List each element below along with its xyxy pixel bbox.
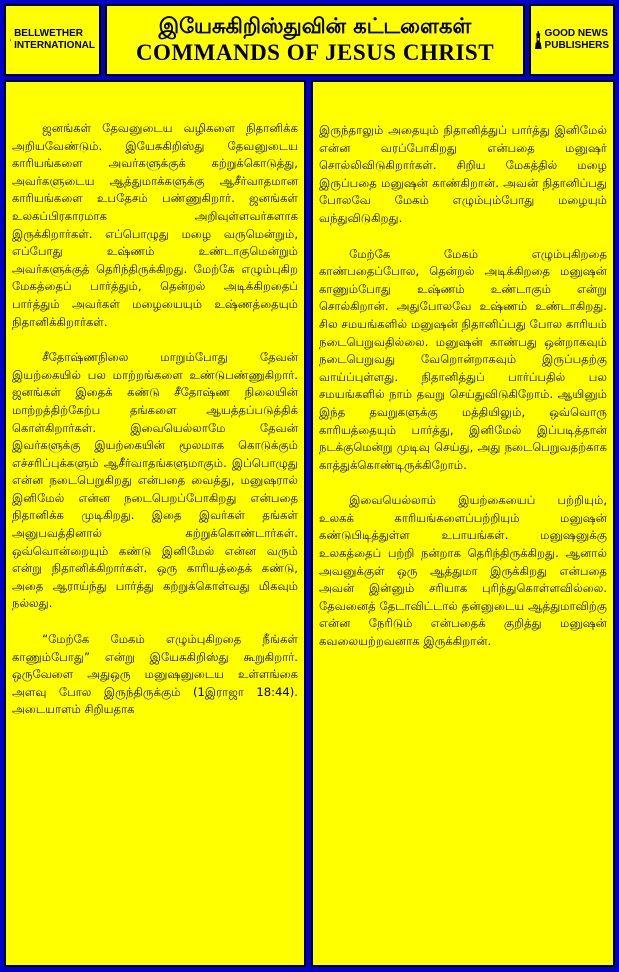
left-paragraph-1: ஜனங்கள் தேவனுடைய வழிகளை நிதானிக்க அறியவேண்டும். இயேசுகிறிஸ்து தேவனுடைய காரியங்களை அவர்களுக்குக் கற்றுக்கொடுத்து, அவர்களுடைய ஆத்துமாக்களுக்கு ஆசீர்வாதமான காரியங்களை உபதேசம் பண்ணுகிறார். ஜனங்கள் உலகப்பிரகாரமாக அறிவுள்ளவர்களாக இருக்கிறார்கள். எப்பொழுது மழை வருமென்றும், எப்போது உஷ்ணம் உண்டாகுமென்றும் அவர்களுக்குத் தெரிந்திருக்கிறது. மேற்கே எழும்புகிற மேகத்தைப் பார்த்தும், தென்றல் அடிக்கிறதைப் பார்த்தும் அவர்கள் மழையையும் உஷ்ணத்தையும் நிதானிக்கிறார்கள். bbox=[12, 121, 298, 329]
bellwether-logo-text bbox=[14, 28, 95, 52]
header bbox=[4, 4, 615, 76]
right-paragraph-2: மேற்கே மேகம் எழும்புகிறதை காண்பதைப்போல, தென்றல் அடிக்கிறதை மனுஷன் காணும்போது உஷ்ணம் உண்டாகும் என்று சொல்கிறான். அதுபோலவே உஷ்ணம் உண்டாகிறது. சில சமயங்களில் மனுஷன் நிதானிப்பது போல காரியம் நடைபெறுவதில்லை. மனுஷன் காண்பது ஒன்றாகவும் நடைபெறுவது வேறொன்றாகவும் இருப்பதற்கு வாய்ப்புள்ளது. நிதானித்துப் பார்ப்பதில் பல சமயங்களில் நாம் தவறு செய்துவிடுகிறோம். ஆயினும் இந்த தவறுகளுக்கு மத்தியிலும், ஒவ்வொரு காரியத்தையும் பார்த்து, இனிமேல் இப்படித்தான் நடக்குமென்று முடிவு செய்து, அது நடைபெறுவதற்காக காத்துக்கொண்டிருக்கிறோம். bbox=[319, 246, 607, 472]
title-box bbox=[105, 4, 525, 76]
bell-tower-icon bbox=[10, 18, 11, 62]
page-title-tamil: இயேசுகிறிஸ்துவின் கட்டளைகள் bbox=[158, 14, 472, 38]
left-paragraph-2: சீதோஷ்ணநிலை மாறும்போது தேவன் இயற்கையில் பல மாற்றங்களை உண்டுபண்ணுகிறார். ஜனங்கள் இதைக் கண்டு சீதோஷ்ண நிலையின் மாற்றத்திற்கேற்ப தங்களை ஆயத்தப்படுத்திக் கொள்கிறார்கள். இவையெல்லாமே தேவன் இவர்களுக்கு இயற்கையின் மூலமாக கொடுக்கும் எச்சரிப்புக்களும் ஆசீர்வாதங்களுமாகும். இப்பொழுது என்ன நடைபெறுகிறது என்பதை வைத்து, மனுஷரால் இனிமேல் என்ன நடைபெறப்போகிறது என்பதை நிதானிக்க முடிகிறது. இதை இவர்கள் தங்கள் அனுபவத்தினால் கற்றுக்கொண்டார்கள். ஒவ்வொன்றையும் கண்டு இனிமேல் என்ன வரும் என்று நிதானிக்கிறார்கள். ஒரு காரியத்தைக் கண்டு, அதை ஆராய்ந்து பார்த்து கற்றுக்கொள்வது மிகவும் நல்லது. bbox=[12, 350, 298, 611]
right-column bbox=[311, 80, 615, 967]
good-news-logo-text bbox=[545, 28, 609, 52]
right-paragraph-3: இவையெல்லாம் இயற்கையைப் பற்றியும், உலகக் காரியங்களைப்பற்றியும் மனுஷன் கண்டுபிடித்துள்ள உபாயங்கள். மனுஷனுக்கு உலகத்தைப் பற்றி நன்றாக தெரிந்திருக்கிறது. ஆனால் அவனுக்குள் ஒரு ஆத்துமா இருக்கிறது என்பதை அவன் இன்னும் சரியாக புரிந்துகொள்ளவில்லை. தேவனைத் தேடாவிட்டால் தன்னுடைய ஆத்துமாவிற்கு என்ன நேரிடும் என்பதைக் குறித்து மனுஷன் கவலையற்றவனாக இருக்கிறான். bbox=[319, 493, 607, 649]
left-logo-line2: INTERNATIONAL bbox=[14, 40, 95, 51]
right-logo-line2: PUBLISHERS bbox=[544, 40, 609, 51]
bellwether-logo bbox=[4, 4, 101, 76]
right-paragraph-1: இருந்தாலும் அதையும் நிதானித்துப் பார்த்து இனிமேல் என்ன வரப்போகிறது என்பதை மனுஷர் சொல்லிவிடுகிறார்கள். சிறிய மேகத்தில் மழை இருப்பதை மனுஷன் காண்கிறான். அவன் நிதானிப்பது போலவே மேகம் எழும்பும்போது மழையும் வந்துவிடுகிறது. bbox=[319, 123, 607, 225]
left-column bbox=[4, 80, 306, 967]
left-logo-line1: BELLWETHER bbox=[14, 28, 83, 39]
right-logo-line1: GOOD NEWS bbox=[544, 28, 608, 39]
good-news-logo bbox=[529, 4, 615, 76]
bell-tower-icon bbox=[535, 18, 542, 62]
page-title-english: COMMANDS OF JESUS CHRIST bbox=[135, 40, 495, 65]
left-paragraph-3: “மேற்கே மேகம் எழும்புகிறதை நீங்கள் காணும்போது” என்று இயேசுகிறிஸ்து கூறுகிறார். ஒருவேளை அதுஒரு மனுஷனுடைய உள்ளங்கை அளவு போல இருந்திருக்கும் (1இராஜா 18:44). அடையாளம் சிறியதாக bbox=[12, 632, 298, 717]
